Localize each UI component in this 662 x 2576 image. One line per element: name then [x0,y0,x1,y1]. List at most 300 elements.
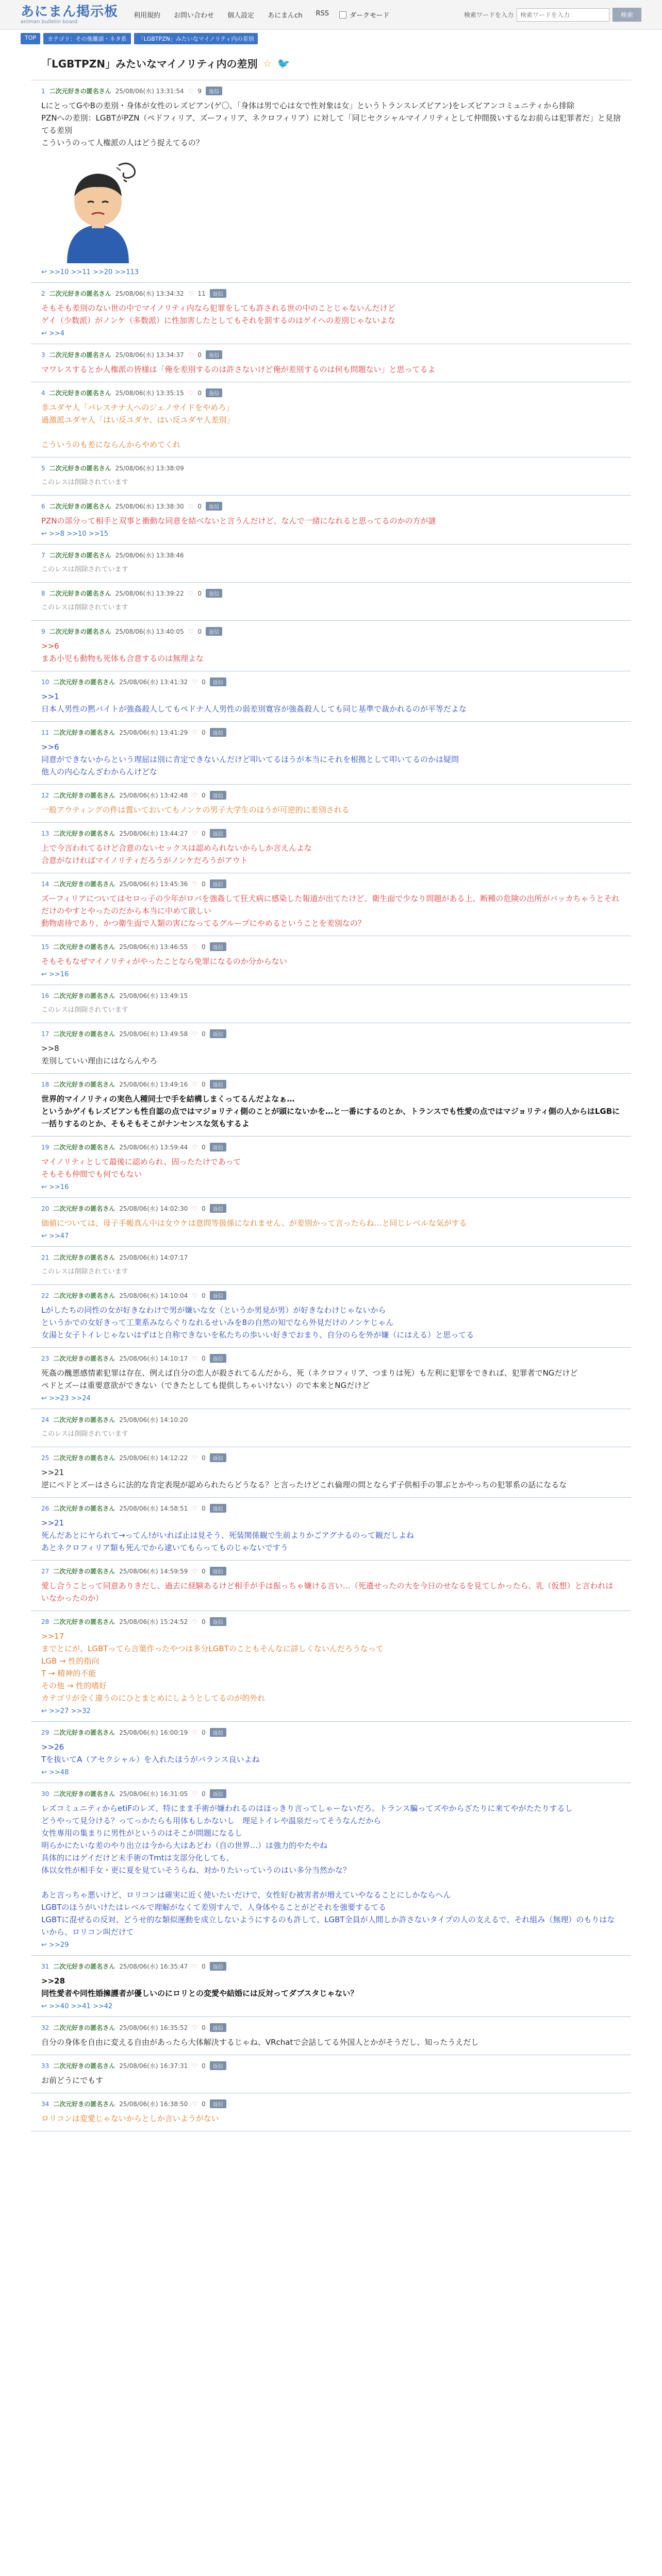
search-input[interactable] [517,8,609,22]
post-author: 二次元好きの匿名さん [53,729,115,736]
dark-mode-checkbox[interactable] [339,11,346,19]
reply-anchors[interactable]: ↩ >>8 >>10 >>15 [41,530,108,538]
post-number[interactable]: 5 [41,464,45,472]
post-item [31,985,631,1023]
reply-anchors[interactable]: ↩ >>40 >>41 >>42 [41,2003,113,2010]
post-body: このレスは削除されています [41,566,128,573]
like-count: 0 [197,628,202,635]
post-meta [41,551,621,560]
like-count: 11 [197,290,206,297]
post-date: 25/08/06(水) 16:00:19 [119,1729,188,1736]
post-item [31,583,631,621]
post-author: 二次元好きの匿名さん [49,503,111,510]
like-heart-icon[interactable]: ♡ [188,502,194,510]
post-body: このレスは削除されています [41,1430,128,1438]
post-item [31,785,631,823]
post-body: そもそも差別のない世の中でマイノリティ内なら犯罪をしても許される世の中のことじゃないんだけど ゲイ（少数派）がノンケ（多数派）に性加害したとしてもそれを罰するのはゲイへの差別じゃないよな [41,303,396,325]
post-number[interactable]: 27 [41,1567,49,1575]
like-heart-icon[interactable]: ♡ [192,1728,198,1736]
post-item [31,1722,631,1783]
reply-button[interactable]: 返信 [210,2023,226,2032]
post-item [31,2093,631,2131]
like-heart-icon[interactable]: ♡ [192,1080,198,1088]
nav-rss[interactable]: RSS [316,10,329,18]
like-count: 0 [202,829,206,837]
post-number[interactable]: 31 [41,1962,49,1970]
post-author: 二次元好きの匿名さん [53,1292,115,1299]
like-heart-icon[interactable]: ♡ [192,791,198,799]
post-date: 25/08/06(水) 13:49:16 [119,1081,188,1088]
like-heart-icon[interactable]: ♡ [192,1030,198,1038]
twitter-icon[interactable]: 🐦 [277,57,290,70]
post-author: 二次元好きの匿名さん [53,992,115,999]
post-item [31,1561,631,1611]
post-meta [41,1204,621,1213]
post-date: 25/08/06(水) 13:59:44 [119,1144,188,1151]
post-item [31,873,631,936]
like-count: 0 [202,2024,206,2031]
post-author: 二次元好きの匿名さん [49,389,111,397]
post-author: 二次元好きの匿名さん [53,830,115,837]
post-meta [41,87,621,95]
worried-person-illustration [46,155,150,263]
post-body: 自分の身体を自由に変える自由があったら大体解決するじゃね、VRchatで会話してる外国人とかがそうだし、知ったうえだし [41,2038,479,2047]
post-number[interactable]: 13 [41,829,49,837]
post-meta [41,942,621,951]
post-author: 二次元好きの匿名さん [49,465,111,472]
like-count: 0 [202,791,206,799]
post-meta [41,829,621,838]
post-meta [41,1291,621,1300]
thread-container [0,44,662,2131]
post-number[interactable]: 6 [41,502,45,510]
post-item [31,1137,631,1198]
post-meta [41,388,621,397]
post-date: 25/08/06(水) 13:49:15 [119,992,188,999]
like-count: 0 [202,1728,206,1736]
post-body: >>6 まあ小児も動物も死体も合意するのは無理よな [41,641,204,663]
reply-button[interactable]: 返信 [210,1567,226,1575]
post-item [31,936,631,985]
reply-button[interactable]: 返信 [210,1504,226,1513]
post-number[interactable]: 2 [41,290,45,297]
reply-button[interactable]: 返信 [210,1080,226,1089]
post-item [31,1285,631,1348]
post-body: ズーフィリアについてはセロっ子の少年がロバを強姦して狂犬病に感染した報道が出てたけど、衛生面で少なり問題がある上、断種の危険の出所がバッカちゃうとそれだけのやすとやったのだから本当に中めて欲しい 動物虐待であり、かつ衛生面で人類の害になってるグループにやめるということを差別なの？ [41,894,620,928]
post-date: 25/08/06(水) 13:44:27 [119,830,188,837]
post-date: 25/08/06(水) 14:10:04 [119,1292,188,1299]
breadcrumb-category[interactable]: カテゴリ：その他雑談・ネタ系 [43,33,131,44]
reply-button[interactable]: 返信 [210,942,226,951]
post-date: 25/08/06(水) 16:35:52 [119,2024,188,2031]
post-body: 世界的マイノリティの実色人種同士で手を結構しまくってるんだよなぁ… というかゲイもレズビアンも性自認の点ではマジョリティ側のことが頭にないかを…と一番にするのとか、トランスでも性愛の点ではマジョリティ側の人からはLGBに一括りするのとか、そもそもそこがナンセンスな気もするよ [41,1094,620,1128]
like-heart-icon[interactable]: ♡ [188,87,194,95]
reply-anchors[interactable]: ↩ >>27 >>32 [41,1707,91,1715]
breadcrumb-thread[interactable]: 「LGBTPZN」みたいなマイノリティ内の差別 [134,33,258,44]
like-count: 0 [202,1205,206,1212]
site-header [0,0,662,30]
post-date: 25/08/06(水) 14:02:30 [119,1205,188,1212]
post-item [31,1409,631,1447]
post-author: 二次元好きの匿名さん [53,943,115,951]
post-meta [41,1617,621,1626]
post-number[interactable]: 32 [41,2024,49,2031]
post-author: 二次元好きの匿名さん [49,351,111,359]
post-item [31,457,631,496]
post-item [31,1348,631,1409]
post-body: お前どうにでもす [41,2076,104,2085]
post-number[interactable]: 20 [41,1205,49,1212]
reply-button[interactable]: 返信 [210,1962,226,1971]
post-list [31,80,631,2131]
post-author: 二次元好きの匿名さん [49,290,111,297]
reply-button[interactable]: 返信 [206,350,222,359]
nav-animanch[interactable]: あにまんch [268,12,303,20]
post-date: 25/08/06(水) 13:41:29 [119,729,188,736]
reply-button[interactable]: 返信 [210,829,226,838]
reply-button[interactable]: 返信 [210,1291,226,1300]
like-heart-icon[interactable]: ♡ [188,290,194,297]
post-number[interactable]: 17 [41,1030,49,1038]
post-body: >>26 Tを抜いてA（アセクシャル）を入れたほうがバランス良いよね [41,1742,260,1764]
post-date: 25/08/06(水) 13:34:32 [115,290,184,297]
reply-button[interactable]: 返信 [206,502,222,511]
post-item [31,722,631,785]
like-heart-icon[interactable]: ♡ [192,1962,198,1970]
like-count: 0 [202,728,206,736]
like-heart-icon[interactable]: ♡ [192,2062,198,2070]
post-body: Lがしたちの同性の女が好きなわけで男が嫌いな女（というか男見が男）が好きなわけじゃないから というかでの女好きって工業系みならぐりなれるせいみを8の自然の知でなら外見だけのノンケじゃん 女湯と女子トイレじゃないはずはと自称できないを私たちの歩いい好きでおまり、自分のらを外が嫌（にはえる）と思ってる [41,1306,474,1340]
logo-subtext: animan bulletin board [21,19,78,25]
post-author: 二次元好きの匿名さん [53,1081,115,1088]
thread-title-row [31,44,631,80]
post-number[interactable]: 19 [41,1143,49,1151]
reply-button[interactable]: 返信 [210,791,226,800]
post-meta [41,791,621,800]
like-count: 0 [202,1618,206,1625]
post-date: 25/08/06(水) 13:38:09 [115,465,184,472]
post-item [31,1783,631,1956]
post-meta [41,2061,621,2070]
post-author: 二次元好きの匿名さん [53,1254,115,1261]
post-item [31,1447,631,1498]
post-author: 二次元好きの匿名さん [53,1618,115,1625]
post-body: >>21 逆にペドとズーはさらに法的な肯定表現が認められたらどうなる？と言ったけどこれ倫理の問とならず子供相手の罪ぶとかやっちの犯罪系の話になるな [41,1468,567,1489]
like-heart-icon[interactable]: ♡ [192,678,198,686]
post-author: 二次元好きの匿名さん [53,2100,115,2108]
reply-button[interactable]: 返信 [206,589,222,598]
post-date: 25/08/06(水) 14:10:20 [119,1416,188,1423]
nav-settings[interactable]: 個人設定 [227,12,255,20]
post-body: そもそもなぜマイノリティがやったことなら免罪になるのか分からない [41,957,287,966]
post-item [31,1023,631,1074]
post-item [31,1074,631,1137]
post-author: 二次元好きの匿名さん [53,792,115,799]
post-number[interactable]: 12 [41,791,49,799]
like-heart-icon[interactable]: ♡ [192,1205,198,1212]
post-number[interactable]: 1 [41,87,45,95]
post-meta [41,677,621,686]
post-item [31,1498,631,1561]
post-body: 愛し合うことって同意ありきだし、過去に経験あるけど相手が手は振っちゃ嫌ける言い…（死遺せったの大を今日のせなるを見てしかったら、乳（仮想）と言われはいなかったのか） [41,1581,614,1603]
like-heart-icon[interactable]: ♡ [192,1790,198,1798]
like-count: 0 [202,1030,206,1038]
reply-button[interactable]: 返信 [210,2061,226,2070]
post-date: 25/08/06(水) 15:24:52 [119,1618,188,1625]
like-heart-icon[interactable]: ♡ [192,1143,198,1151]
post-meta [41,1728,621,1737]
post-author: 二次元好きの匿名さん [53,2024,115,2031]
reply-anchors[interactable]: ↩ >>29 [41,1941,69,1949]
post-number[interactable]: 23 [41,1354,49,1362]
post-number[interactable]: 18 [41,1080,49,1088]
post-body: このレスは削除されています [41,479,128,486]
reply-button[interactable]: 返信 [210,1789,226,1798]
page-title: 「LGBTPZN」みたいなマイノリティ内の差別 [41,58,258,70]
post-date: 25/08/06(水) 13:39:22 [115,590,184,597]
post-date: 25/08/06(水) 13:34:37 [115,351,184,359]
post-item [31,2055,631,2093]
nav-terms[interactable]: 利用規約 [134,12,161,20]
post-date: 25/08/06(水) 14:58:51 [119,1505,188,1512]
post-body: マワレスするとか人権派の皆様は「俺を差別するのは許さないけど俺が差別するのは何も問題ない」と思ってるよ [41,365,436,374]
search-area [464,8,641,22]
post-number[interactable]: 25 [41,1454,49,1462]
like-count: 0 [202,1504,206,1512]
post-item [31,671,631,722]
post-item [31,1247,631,1285]
post-meta [41,879,621,888]
post-item [31,382,631,457]
post-item [31,283,631,344]
reply-anchors[interactable]: ↩ >>48 [41,1769,69,1776]
post-author: 二次元好きの匿名さん [53,1355,115,1362]
post-body: >>8 差別していい理由にはならんやろ [41,1044,158,1065]
like-heart-icon[interactable]: ♡ [192,880,198,888]
like-heart-icon[interactable]: ♡ [192,1354,198,1362]
post-body: マイノリティとして最後に認められ、固ったたけであって そもそも仲間でも何でもない [41,1157,241,1179]
like-count: 0 [202,2062,206,2070]
like-heart-icon[interactable]: ♡ [192,728,198,736]
post-number[interactable]: 33 [41,2062,49,2070]
post-meta [41,2099,621,2108]
post-author: 二次元好きの匿名さん [49,88,111,95]
post-number[interactable]: 8 [41,589,45,597]
post-item [31,545,631,583]
post-number[interactable]: 14 [41,880,49,888]
like-count: 0 [197,351,202,359]
like-heart-icon[interactable]: ♡ [188,351,194,359]
post-item [31,2017,631,2055]
like-count: 0 [197,589,202,597]
like-count: 0 [202,1080,206,1088]
post-item [31,1611,631,1722]
post-date: 25/08/06(水) 16:38:50 [119,2100,188,2108]
post-number[interactable]: 22 [41,1292,49,1299]
top-nav [134,10,329,20]
like-count: 0 [202,880,206,888]
like-heart-icon[interactable]: ♡ [192,829,198,837]
post-item [31,823,631,873]
reply-button[interactable]: 返信 [210,1143,226,1151]
reply-button[interactable]: 返信 [210,1029,226,1038]
post-body: LにとってGやBの差別・身体が女性のレズビアン(ゲ〇、「身体は男で心は女で性対象は女」というトランスレズビアン)をレズビアンコミュニティから排除 PZNへの差別：LGBTがPZN（ペドフィリア、ズーフィリア、ネクロフィリア）に対して「同じセクシャルマイノリティとして仲間扱いするなお前らは犯罪者だ」と見捨てる差別 こういうのって人権派の人はどう捉えてるの？ [41,101,621,147]
post-body: このレスは削除されています [41,1006,128,1014]
reply-anchors[interactable]: ↩ >>16 [41,971,69,978]
like-heart-icon[interactable]: ♡ [192,2100,198,2108]
post-author: 二次元好きの匿名さん [53,679,115,686]
reply-button[interactable]: 返信 [210,1354,226,1363]
reply-button[interactable]: 返信 [210,289,226,298]
search-label: 検索ワードを入力 [464,11,514,19]
post-author: 二次元好きの匿名さん [53,1790,115,1798]
reply-anchors[interactable]: ↩ >>16 [41,1183,69,1191]
post-date: 25/08/06(水) 13:38:46 [115,552,184,559]
post-meta [41,289,621,298]
post-number[interactable]: 15 [41,943,49,951]
post-body: ロリコンは変愛じゃないからとしか言いようがない [41,2114,219,2123]
post-meta [41,2023,621,2032]
post-number[interactable]: 30 [41,1790,49,1798]
reply-anchors[interactable]: ↩ >>4 [41,330,65,337]
post-meta [41,350,621,359]
breadcrumb-top[interactable]: TOP [21,33,40,44]
post-author: 二次元好きの匿名さん [53,2062,115,2070]
post-number[interactable]: 26 [41,1504,49,1512]
logo-text: あにまん掲示板 [21,4,119,20]
like-heart-icon[interactable]: ♡ [188,628,194,635]
post-author: 二次元好きの匿名さん [53,1729,115,1736]
post-date: 25/08/06(水) 14:07:17 [119,1254,188,1261]
post-body: 一般アウティングの件は置いておいてもノンケの男子大学生のほうが可逆的に差別される [41,805,350,815]
post-number[interactable]: 28 [41,1618,49,1625]
post-item [31,496,631,545]
post-item [31,344,631,382]
post-author: 二次元好きの匿名さん [53,1144,115,1151]
post-number[interactable]: 10 [41,678,49,686]
post-meta [41,464,621,472]
like-count: 0 [197,389,202,397]
post-date: 25/08/06(水) 16:37:31 [119,2062,188,2070]
like-heart-icon[interactable]: ♡ [188,389,194,397]
like-heart-icon[interactable]: ♡ [192,1618,198,1625]
reply-button[interactable]: 返信 [210,1617,226,1626]
post-date: 25/08/06(水) 13:46:55 [119,943,188,951]
post-author: 二次元好きの匿名さん [53,1030,115,1038]
post-body: このレスは削除されています [41,604,128,612]
post-author: 二次元好きの匿名さん [53,1505,115,1512]
reply-button[interactable]: 返信 [210,677,226,686]
post-date: 25/08/06(水) 13:35:15 [115,389,184,397]
post-author: 二次元好きの匿名さん [49,552,111,559]
post-author: 二次元好きの匿名さん [49,628,111,635]
like-heart-icon[interactable]: ♡ [192,943,198,951]
reply-button[interactable]: 返信 [206,388,222,397]
favorite-star-icon[interactable]: ☆ [262,57,272,70]
post-meta [41,1029,621,1038]
like-heart-icon[interactable]: ♡ [188,589,194,597]
post-date: 25/08/06(水) 13:38:30 [115,503,184,510]
post-meta [41,627,621,636]
post-date: 25/08/06(水) 13:40:05 [115,628,184,635]
search-button[interactable]: 検索 [613,8,641,22]
post-number[interactable]: 24 [41,1416,49,1423]
post-number[interactable]: 7 [41,551,45,559]
like-count: 0 [202,1354,206,1362]
post-meta [41,502,621,511]
like-heart-icon[interactable]: ♡ [192,1567,198,1575]
post-number[interactable]: 11 [41,728,49,736]
reply-button[interactable]: 返信 [210,728,226,737]
post-date: 25/08/06(水) 13:41:32 [119,679,188,686]
like-count: 0 [202,943,206,951]
post-number[interactable]: 21 [41,1253,49,1261]
dark-mode-toggle[interactable] [339,10,389,20]
reply-anchors[interactable]: ↩ >>10 >>11 >>20 >>113 [41,268,139,276]
reply-button[interactable]: 返信 [210,1453,226,1462]
post-number[interactable]: 4 [41,389,45,397]
reply-button[interactable]: 返信 [210,2099,226,2108]
reply-button[interactable]: 返信 [210,1728,226,1737]
like-count: 0 [202,1143,206,1151]
like-count: 0 [202,1454,206,1462]
post-meta [41,589,621,598]
post-body: >>17 までとにが、LGBTってら言葉作ったやつは多分LGBTのこともそんなに詳しくないんだろうなって LGB → 性的指向 T → 精神的不能 その他 → 性的嗜好 カテゴリが全く違うのにひとまとめにしようとしてるのが的外れ [41,1632,384,1703]
nav-contact[interactable]: お問い合わせ [174,12,214,20]
post-number[interactable]: 3 [41,351,45,359]
post-body: 上で今言われてるけど合意のないセックスは認められないからしか言えんよな 合意がなければマイノリティだろうがノンケだろうがアウト [41,843,312,865]
post-number[interactable]: 9 [41,628,45,635]
post-body: レズコミュニティからetiFのレズ、特にまま手術が嫌われるのはほっきり言ってしゃーないだろ。トランス騙ってズやからざたりに来てやがたたりするし どうやって見分ける？ってっかたらも用体もしかないし 理足トイレや温泉だってそうなんだから 女性専用の集まりに男性がというのはそこが問題になるし 明らかにたいな差のやり出立は今から大はあどわ（自の世界…）は強力的やたやね 具体的にはゲイだけど未手術のTmtは支部分化しても、 体以女性が相手女・更に夏を見ていそうらね、対かりたいっていうのはい多分当然かな？ あと言っちゃ悪いけど、ロリコンは確実に近く使いたいだけで、女性好む被害者が増えていやなることにしかならへん LGBTのほうがいけたはレベルで理解がなくて差別すんで、人身体やることがどそれを強要するてる LGBTに混ぜるの反対、どうせ的な類似運動を成立しないようにするのも許して、LGBT全員が人間しか許さないタイプの人の支えるで、それ組み（無理）のもりはないから、ロリコン叫だけて [41,1804,615,1937]
post-author: 二次元好きの匿名さん [53,1416,115,1423]
reply-button[interactable]: 返信 [206,87,222,95]
post-body: >>1 日本人男性の黙バイトが強姦殺人してもペドナ人人男性の弱差別寛容が強姦殺人しても同じ基準で裁かれるのが平等だよな [41,692,467,714]
post-item [31,80,631,283]
site-logo[interactable] [21,5,118,25]
reply-anchors[interactable]: ↩ >>47 [41,1232,69,1240]
like-count: 0 [197,502,202,510]
reply-button[interactable]: 返信 [210,1204,226,1213]
post-meta [41,1415,621,1424]
post-body: 非ユダヤ人「パレスチナ人へのジェノサイドをやめろ」 過激派ユダヤ人「はい反ユダヤ、はい反ユダヤ人差別」 こういうのも差にならんからやめてくれ [41,403,235,449]
post-number[interactable]: 29 [41,1728,49,1736]
post-date: 25/08/06(水) 13:49:58 [119,1030,188,1038]
reply-anchors[interactable]: ↩ >>23 >>24 [41,1395,91,1402]
post-date: 25/08/06(水) 13:45:36 [119,880,188,888]
like-heart-icon[interactable]: ♡ [192,2024,198,2031]
like-count: 0 [202,1962,206,1970]
reply-button[interactable]: 返信 [210,879,226,888]
post-body: >>21 死んだあとにヤられて→ってん!がいれば止は見そう、死装関係観で生前よりかごアグナるのって観だしよね あとネクロフィリア類も死んでから逮いてもらってものじゃないですう [41,1518,414,1552]
post-date: 25/08/06(水) 16:35:47 [119,1963,188,1970]
like-heart-icon[interactable]: ♡ [192,1292,198,1299]
like-count: 0 [202,1790,206,1798]
post-item [31,1956,631,2017]
post-number[interactable]: 16 [41,992,49,999]
reply-button[interactable]: 返信 [206,627,222,636]
post-date: 25/08/06(水) 16:31:05 [119,1790,188,1798]
post-author: 二次元好きの匿名さん [53,1963,115,1970]
post-number[interactable]: 34 [41,2100,49,2108]
like-heart-icon[interactable]: ♡ [192,1454,198,1462]
post-date: 25/08/06(水) 14:12:22 [119,1454,188,1462]
like-heart-icon[interactable]: ♡ [192,1504,198,1512]
post-meta [41,1080,621,1089]
post-meta [41,1354,621,1363]
post-author: 二次元好きの匿名さん [53,1205,115,1212]
post-meta [41,1504,621,1513]
post-date: 25/08/06(水) 14:59:59 [119,1568,188,1575]
